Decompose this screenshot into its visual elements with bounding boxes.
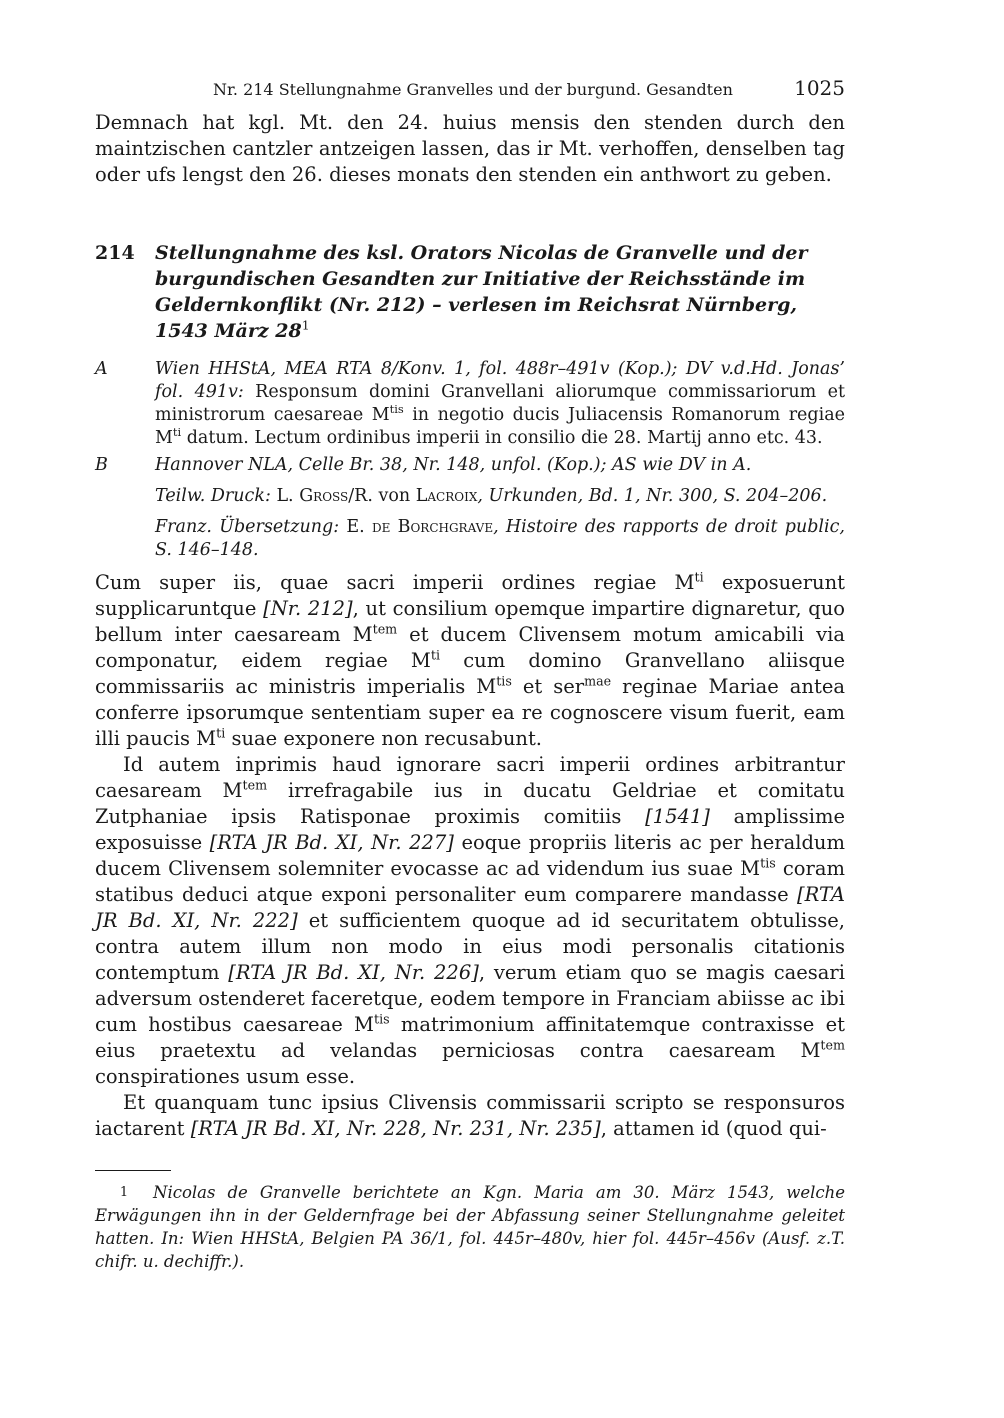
text: exposuerunt supplicaruntque bbox=[95, 571, 845, 620]
running-title: Nr. 214 Stellungnahme Granvelles und der burgund. Gesandten bbox=[213, 80, 733, 99]
footnote-1 bbox=[95, 1181, 845, 1273]
body-paragraph-3 bbox=[95, 1090, 845, 1142]
superscript: tem bbox=[242, 777, 268, 793]
text: , Urkunden, Bd. 1, Nr. 300, S. 204–206. bbox=[477, 486, 828, 506]
footnote-text: Nicolas de Granvelle berichtete an Kgn. Maria am 30. März 1543, welche Erwägungen ihn in der Geldernfrage bei der Abfassung seiner Stellungnahme geleitet hatten. In: Wien HHStA, Belgien PA 36/1, fol. 445r–480v, hier fol. 445r–456v (Ausf. z.T. chifr. u. dechiffr.). bbox=[95, 1183, 845, 1271]
text: eoque propriis literis ac per heraldum ducem Clivensem solemniter evocasse ac ad videndum ius suae M bbox=[95, 831, 845, 880]
text: Cum super iis, quae sacri imperii ordines regiae M bbox=[95, 571, 695, 594]
source-a-part: in negotio ducis Juliacensis Romanorum regiae M bbox=[155, 405, 846, 448]
page bbox=[95, 70, 845, 1273]
superscript: tis bbox=[389, 402, 404, 417]
source-a-part: Responsum domini Granvellani aliorumque commissariorum et ministrorum caesareae M bbox=[155, 382, 846, 425]
running-head bbox=[95, 70, 845, 110]
footnote-rule bbox=[95, 1170, 171, 1171]
author-name: Groß bbox=[299, 486, 349, 506]
text: suae exponere non recusabunt. bbox=[225, 727, 543, 750]
source-b-text: Hannover NLA, Celle Br. 38, Nr. 148, unfol. (Kop.); AS wie DV in A. bbox=[155, 455, 752, 475]
source-a-part: datum. Lectum ordinibus imperii in consilio die 28. Martij anno etc. 43. bbox=[181, 428, 823, 448]
body-paragraph-1 bbox=[95, 570, 845, 752]
footnote-ref: 1 bbox=[301, 318, 310, 333]
superscript: tis bbox=[760, 855, 776, 871]
intro-paragraph: Demnach hat kgl. Mt. den 24. huius mensis den stenden durch den maintzischen cantzler antzeigen lassen, das ir Mt. verhoffen, denselben tag oder ufs lengst den 26. dieses monats den stenden ein anthwort zu geben. bbox=[95, 111, 845, 186]
text: Id autem inprimis haud ignorare sacri imperii ordines arbitrantur caesaream M bbox=[95, 753, 845, 802]
source-a-archive: Wien HHStA, MEA RTA 8/Konv. 1, fol. 488r–491v (Kop.); DV v.d.Hd. Jonas’ fol. 491v: bbox=[155, 359, 845, 402]
translation-label: Franz. Übersetzung: bbox=[155, 517, 340, 537]
french-translation bbox=[95, 516, 845, 562]
siglum-a: A bbox=[95, 359, 108, 379]
text: /R. von bbox=[348, 486, 416, 506]
text: L. bbox=[270, 486, 300, 506]
superscript: ti bbox=[430, 647, 441, 663]
footnote-mark: 1 bbox=[119, 1185, 129, 1200]
source-b bbox=[95, 454, 845, 477]
superscript: tis bbox=[374, 1011, 390, 1027]
cross-reference: [RTA JR Bd. XI, Nr. 228, Nr. 231, Nr. 235] bbox=[190, 1117, 601, 1140]
text: , Histoire des rapports de droit public, S. 146–148. bbox=[155, 517, 845, 560]
document-title-text: Stellungnahme des ksl. Orators Nicolas de Granvelle und der burgundischen Gesandten zur Initiative der Reichsstände im Geldernkonflikt (Nr. 212) – verlesen im Reichsrat Nürnberg, 1543 März 28 bbox=[155, 242, 808, 342]
text: cum domino Granvellano aliisque commissariis ac ministris imperialis M bbox=[95, 649, 845, 698]
superscript: mae bbox=[584, 673, 612, 689]
superscript: ti bbox=[216, 725, 226, 741]
document-heading bbox=[95, 240, 845, 344]
text: amplissime exposuisse bbox=[95, 805, 845, 854]
author-name: Lacroix bbox=[415, 486, 478, 506]
document-title bbox=[155, 240, 845, 344]
partial-print bbox=[95, 485, 845, 508]
partial-print-text bbox=[155, 485, 845, 508]
text: , attamen id (quod qui- bbox=[600, 1117, 827, 1140]
siglum-b: B bbox=[95, 455, 108, 475]
text: coram statibus deduci atque exponi personaliter eum comparere mandasse bbox=[95, 857, 845, 906]
partial-print-label: Teilw. Druck: bbox=[155, 486, 271, 506]
superscript: ti bbox=[172, 425, 182, 440]
text: E. bbox=[339, 517, 372, 537]
text: , verum etiam quo se magis caesari adversum ostenderet faceretque, eodem tempore in Franciam abiisse ac ibi cum hostibus caesareae M bbox=[95, 961, 845, 1036]
source-a bbox=[95, 358, 845, 450]
superscript: tem bbox=[372, 621, 398, 637]
page-number: 1025 bbox=[794, 76, 845, 100]
cross-reference: [RTA JR Bd. XI, Nr. 226] bbox=[228, 961, 479, 984]
text: reginae Mariae antea conferre ipsorumque sententiam super ea re cognoscere visum fuerit, eam illi paucis M bbox=[95, 675, 845, 750]
superscript: ti bbox=[694, 569, 704, 585]
text: Et quanquam tunc ipsius Clivensis commissarii scripto se responsuros iactarent bbox=[95, 1091, 845, 1140]
superscript: tem bbox=[820, 1037, 845, 1053]
text: irrefragabile ius in ducatu Geldriae et comitatu Zutphaniae ipsis Ratisponae proximis comitiis bbox=[95, 779, 845, 828]
cross-reference: [RTA JR Bd. XI, Nr. 227] bbox=[209, 831, 454, 854]
text: matrimonium affinitatemque contraxisse et eius praetextu ad velandas perniciosas contra caesaream M bbox=[95, 1013, 845, 1062]
text: et ser bbox=[511, 675, 585, 698]
source-a-text bbox=[155, 358, 845, 450]
text: et sufficientem quoque ad id securitatem obtulisse, contra autem illum non modo in eius modi personalis citationis contemptum bbox=[95, 909, 845, 984]
superscript: tis bbox=[496, 673, 512, 689]
cross-reference: [RTA JR Bd. XI, Nr. 222] bbox=[95, 883, 845, 932]
body-paragraph-2 bbox=[95, 752, 845, 1090]
cross-reference: [Nr. 212] bbox=[263, 597, 353, 620]
cross-reference: [1541] bbox=[645, 805, 710, 828]
french-translation-text bbox=[155, 516, 845, 562]
text: , ut consilium opemque impartire dignaretur, quo bellum inter caesaream M bbox=[95, 597, 846, 646]
document-body bbox=[95, 570, 845, 1142]
document-number: 214 bbox=[95, 242, 135, 264]
source-apparatus bbox=[95, 358, 845, 562]
author-name: de Borchgrave bbox=[371, 517, 494, 537]
text: conspirationes usum esse. bbox=[95, 1065, 356, 1088]
text: et ducem Clivensem motum amicabili via componatur, eidem regiae M bbox=[95, 623, 845, 672]
